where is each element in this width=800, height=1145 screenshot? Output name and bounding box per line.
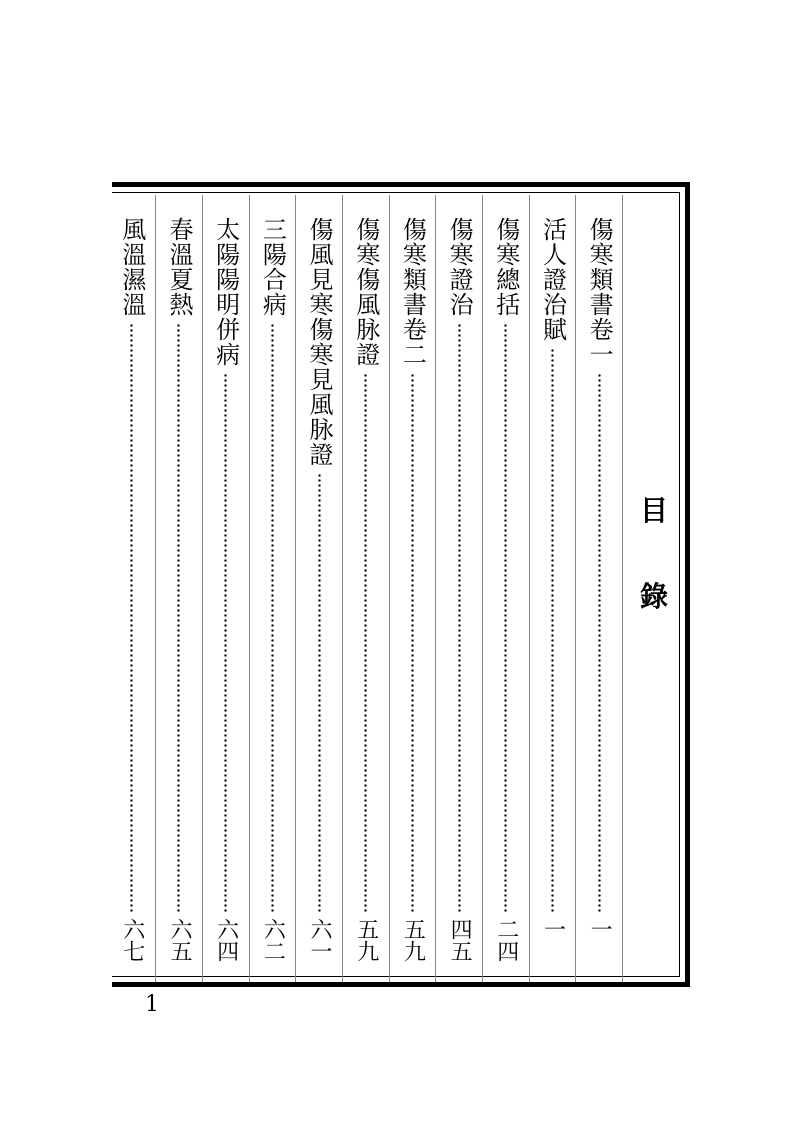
toc-entry-page: 六四: [213, 918, 239, 962]
toc-entry-title: 傷寒證治: [445, 217, 474, 317]
toc-entry-page: 六一: [307, 918, 333, 962]
toc-entry-page: 二四: [493, 918, 519, 962]
toc-entry-title: 三陽合病: [258, 217, 287, 317]
toc-entry-title: 風溫濕溫: [117, 217, 146, 317]
dot-leader: [411, 373, 414, 912]
dot-leader: [458, 323, 461, 912]
toc-entry-page: 一: [587, 918, 613, 940]
toc-entry-page: 四五: [447, 918, 473, 962]
toc-title-column: [622, 195, 685, 982]
dot-leader: [177, 323, 180, 912]
toc-entry-title: 傷寒總括: [491, 217, 520, 317]
toc-entry-title: 太陽陽明併病: [211, 217, 240, 367]
toc-entry[interactable]: [295, 195, 342, 982]
toc-entry[interactable]: [389, 195, 436, 982]
toc-entry-page: 一: [540, 918, 566, 940]
toc-entry[interactable]: [249, 195, 296, 982]
toc-entry[interactable]: [482, 195, 529, 982]
page-number: 1: [145, 992, 159, 1017]
dot-leader: [318, 473, 321, 912]
toc-entry[interactable]: [202, 195, 249, 982]
dot-leader: [504, 323, 507, 912]
toc-title-char-1: 目: [639, 494, 668, 527]
toc-entry-title: 春溫夏熱: [164, 217, 193, 317]
toc-frame: [112, 182, 690, 987]
toc-entry-page: 六二: [260, 918, 286, 962]
toc-entry[interactable]: [575, 195, 622, 982]
dot-leader: [130, 323, 133, 912]
toc-entry[interactable]: [108, 195, 155, 982]
dot-leader: [271, 323, 274, 912]
toc-entry-title: 傷寒類書卷二: [398, 217, 427, 367]
toc-entry-page: 六七: [119, 918, 145, 962]
toc-title-char-2: 錄: [639, 580, 668, 613]
toc-entry[interactable]: [435, 195, 482, 982]
dot-leader: [364, 373, 367, 912]
dot-leader: [598, 373, 601, 912]
toc-entry-title: 傷寒傷風脉證: [351, 217, 380, 367]
toc-entry-title: 傷寒類書卷一: [585, 217, 614, 367]
toc-entry[interactable]: [155, 195, 202, 982]
dot-leader: [551, 348, 554, 912]
toc-entry-title: 傷風見寒傷寒見風脉證: [305, 217, 334, 467]
toc-entry[interactable]: [529, 195, 576, 982]
toc-entry-page: 五九: [353, 918, 379, 962]
dot-leader: [224, 373, 227, 912]
toc-columns: [118, 195, 685, 982]
toc-entry[interactable]: [342, 195, 389, 982]
toc-entry-title: 活人證治賦: [538, 217, 567, 342]
toc-entry-page: 五九: [400, 918, 426, 962]
toc-entry-page: 六五: [166, 918, 192, 962]
